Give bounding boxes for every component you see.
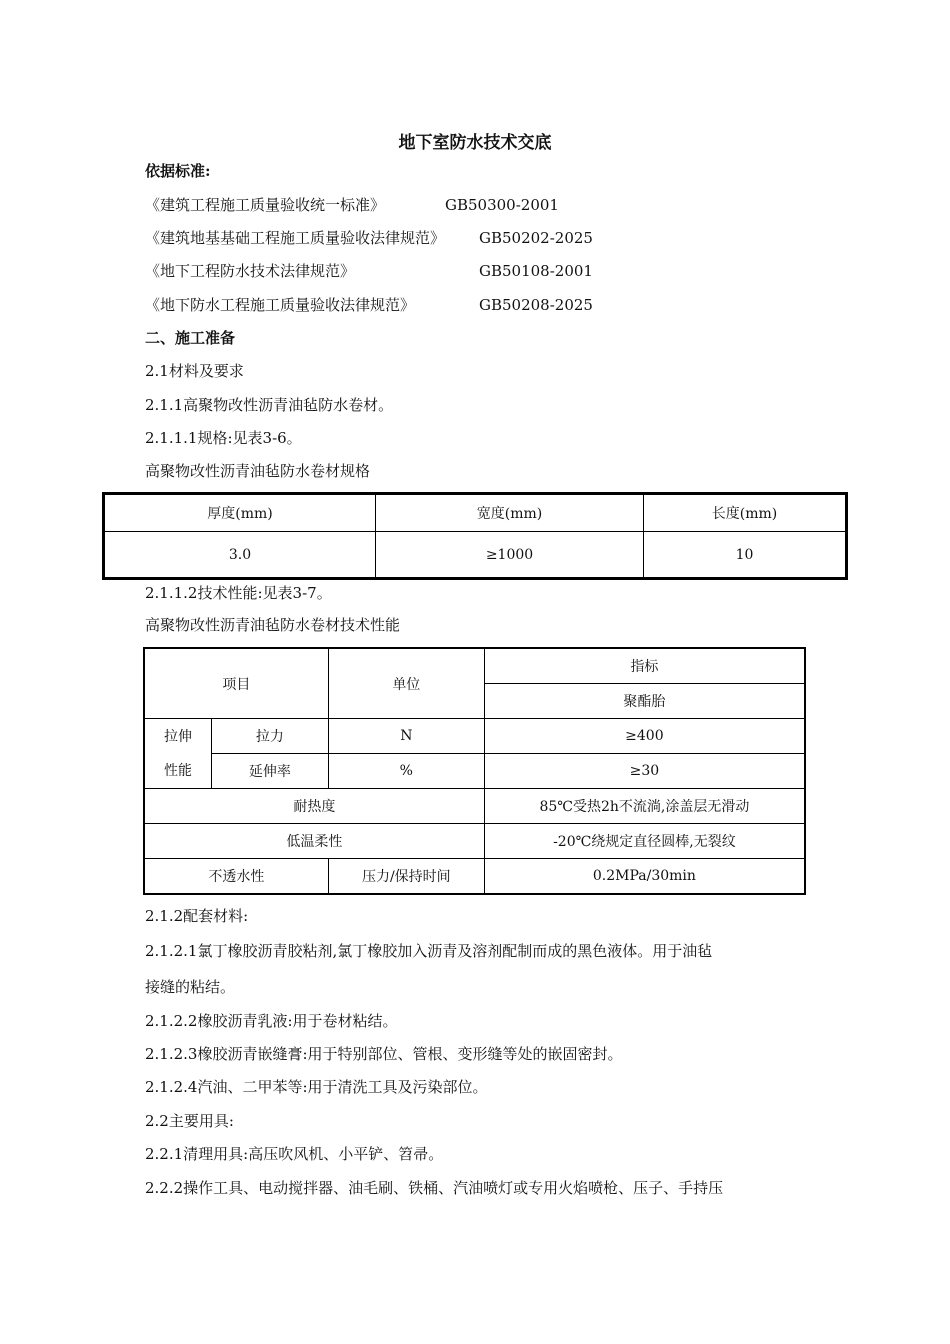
performance-table xyxy=(143,647,806,895)
table-cell: 拉力 xyxy=(212,719,329,754)
table-cell: 0.2MPa/30min xyxy=(484,859,805,895)
group-label: 拉伸 xyxy=(164,728,192,745)
table-caption: 高聚物改性沥青油毡防水卷材规格 xyxy=(145,462,371,480)
table-header-cell: 指标 xyxy=(484,648,805,684)
table-cell: N xyxy=(328,719,484,754)
table-cell: 耐热度 xyxy=(144,789,484,824)
spec-table xyxy=(102,492,848,580)
table-cell: ≥1000 xyxy=(376,532,644,579)
section-heading: 二、施工准备 xyxy=(145,329,236,347)
standard-code: GB50300-2001 xyxy=(445,196,559,214)
table-cell: 延伸率 xyxy=(212,754,329,789)
table-header-cell: 长度(mm) xyxy=(644,494,847,532)
paragraph: 2.1.1.2技术性能:见表3-7。 xyxy=(145,584,332,602)
paragraph: 2.1.1.1规格:见表3-6。 xyxy=(145,429,302,447)
group-label: 性能 xyxy=(164,762,192,779)
standard-name: 《建筑工程施工质量验收统一标准》 xyxy=(145,196,386,214)
table-cell: 85℃受热2h不流淌,涂盖层无滑动 xyxy=(484,789,805,824)
paragraph: 2.1.1高聚物改性沥青油毡防水卷材。 xyxy=(145,396,394,414)
table-header-cell: 宽度(mm) xyxy=(376,494,644,532)
table-cell: 低温柔性 xyxy=(144,824,484,859)
standard-code: GB50108-2001 xyxy=(479,262,593,280)
table-cell: -20℃绕规定直径圆棒,无裂纹 xyxy=(484,824,805,859)
table-cell: 3.0 xyxy=(104,532,376,579)
paragraph: 接缝的粘结。 xyxy=(145,978,236,996)
table-cell: ≥400 xyxy=(484,719,805,754)
standard-name: 《地下防水工程施工质量验收法律规范》 xyxy=(145,296,416,314)
standard-code: GB50208-2025 xyxy=(479,296,593,314)
standard-code: GB50202-2025 xyxy=(479,229,593,247)
paragraph: 2.1.2.3橡胶沥青嵌缝膏:用于特别部位、管根、变形缝等处的嵌固密封。 xyxy=(145,1045,623,1063)
table-header-cell: 项目 xyxy=(144,648,328,719)
standard-name: 《建筑地基基础工程施工质量验收法律规范》 xyxy=(145,229,446,247)
basis-heading: 依据标准: xyxy=(145,162,211,180)
table-caption: 高聚物改性沥青油毡防水卷材技术性能 xyxy=(145,616,401,634)
table-group-cell xyxy=(144,719,212,789)
table-cell: 压力/保持时间 xyxy=(328,859,484,895)
paragraph: 2.2.2操作工具、电动搅拌器、油毛刷、铁桶、汽油喷灯或专用火焰喷枪、压子、手持压 xyxy=(145,1179,724,1197)
paragraph: 2.1.2.1氯丁橡胶沥青胶粘剂,氯丁橡胶加入沥青及溶剂配制而成的黑色液体。用于油毡 xyxy=(145,942,713,960)
page-title: 地下室防水技术交底 xyxy=(398,133,552,153)
table-header-cell: 单位 xyxy=(328,648,484,719)
table-header-cell: 聚酯胎 xyxy=(484,684,805,719)
paragraph: 2.1.2.2橡胶沥青乳液:用于卷材粘结。 xyxy=(145,1012,398,1030)
table-cell: 不透水性 xyxy=(144,859,328,895)
table-cell: 10 xyxy=(644,532,847,579)
standard-name: 《地下工程防水技术法律规范》 xyxy=(145,262,356,280)
paragraph: 2.1.2配套材料: xyxy=(145,907,249,925)
table-cell: ≥30 xyxy=(484,754,805,789)
table-cell: % xyxy=(328,754,484,789)
paragraph: 2.1材料及要求 xyxy=(145,362,244,380)
paragraph: 2.2.1清理用具:高压吹风机、小平铲、笤帚。 xyxy=(145,1145,444,1163)
paragraph: 2.1.2.4汽油、二甲苯等:用于清洗工具及污染部位。 xyxy=(145,1078,488,1096)
paragraph: 2.2主要用具: xyxy=(145,1112,234,1130)
table-header-cell: 厚度(mm) xyxy=(104,494,376,532)
